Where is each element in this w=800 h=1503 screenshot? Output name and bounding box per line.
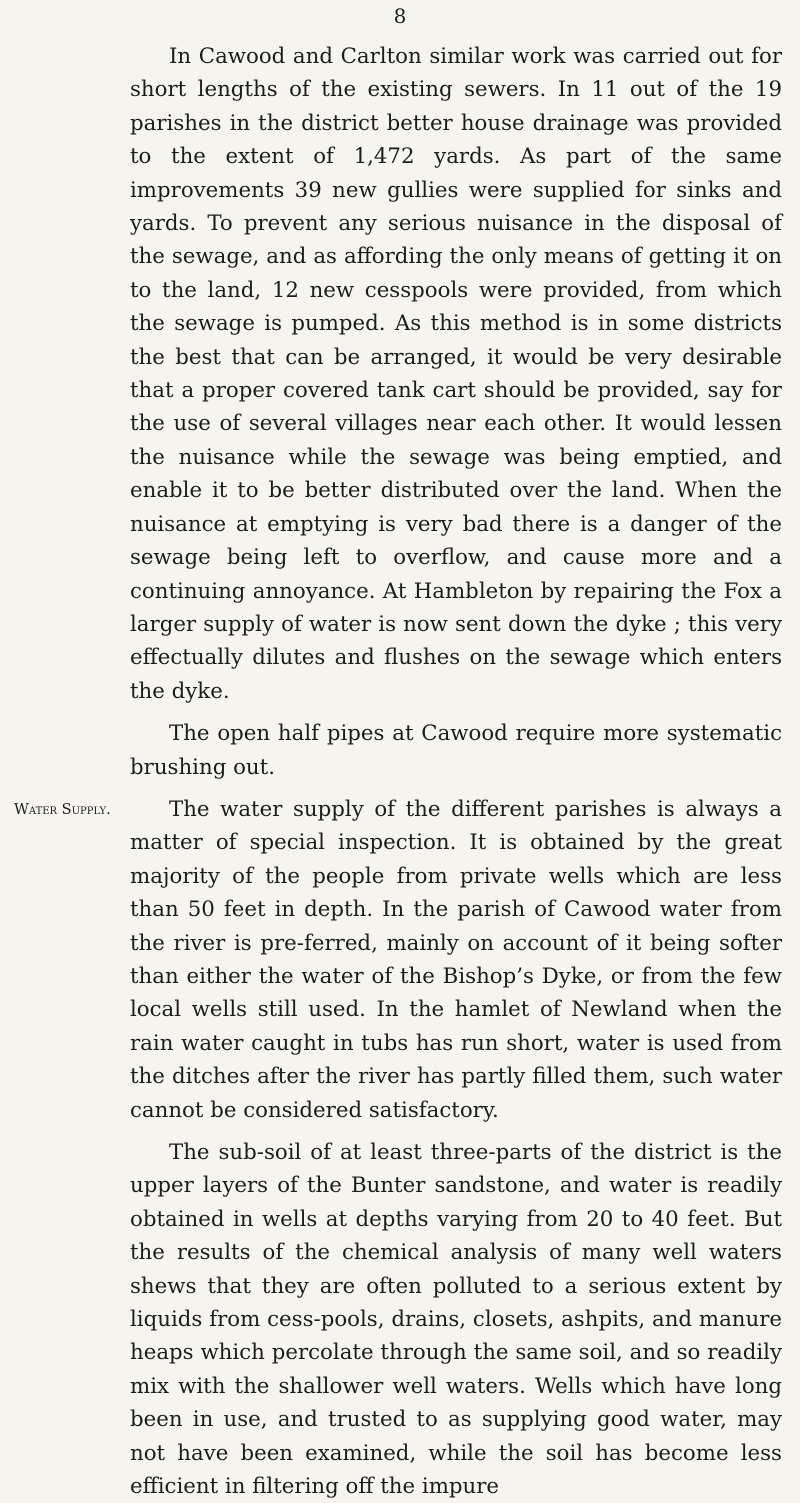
paragraph-half-pipes: The open half pipes at Cawood require more systematic brushing out. (130, 721, 782, 780)
side-note-water-supply: Water Supply. (14, 801, 111, 818)
paragraph-sub-soil: The sub-soil of at least three-parts of the district is the upper layers of the Bunter sandstone, and water is readily obtained in wells at depths varying from 20 to 40 feet. But the results of the chemical analysis of many well waters shews that they are often polluted to a serious extent by liquids from cess-pools, drains, closets, ashpits, and manure heaps which percolate through the same soil, and so readily mix with the shallower well waters. Wells which have long been in use, and trusted to as supplying good water, may not have been examined, while the soil has become less efficient in filtering off the impure (130, 1140, 782, 1500)
paragraph-water-supply: The water supply of the different parishes is always a matter of special inspection. It is obtained by the great majority of the people from private wells which are less than 50 feet in depth. In the parish of Cawood water from the river is pre-ferred, mainly on account of it being softer than either the water of the Bishop’s Dyke, or from the few local wells still used. In the hamlet of Newland when the rain water caught in tubs has run short, water is used from the ditches after the river has partly filled them, such water cannot be considered satisfactory. (130, 796, 782, 1123)
paragraph-drainage: In Cawood and Carlton similar work was carried out for short lengths of the existing sewers. In 11 out of the 19 parishes in the district better house drainage was provided to the extent of 1,472 yards. As part of the same improvements 39 new gullies were supplied for sinks and yards. To prevent any serious nuisance in the disposal of the sewage, and as affording the only means of getting it on to the land, 12 new cesspools were provided, from which the sewage is pumped. As this method is in some districts the best that can be arranged, it would be very desirable that a proper covered tank cart should be provided, say for the use of several villages near each other. It would lessen the nuisance while the sewage was being emptied, and enable it to be better distributed over the land. When the nuisance at emptying is very bad there is a danger of the sewage being left to overflow, and cause more and a continuing annoyance. At Hambleton by repairing the Fox a larger supply of water is now sent down the dyke ; this very effectually dilutes and flushes on the sewage which enters the dyke. (130, 44, 782, 704)
body-text (130, 40, 782, 1503)
page-number: 8 (393, 4, 407, 28)
